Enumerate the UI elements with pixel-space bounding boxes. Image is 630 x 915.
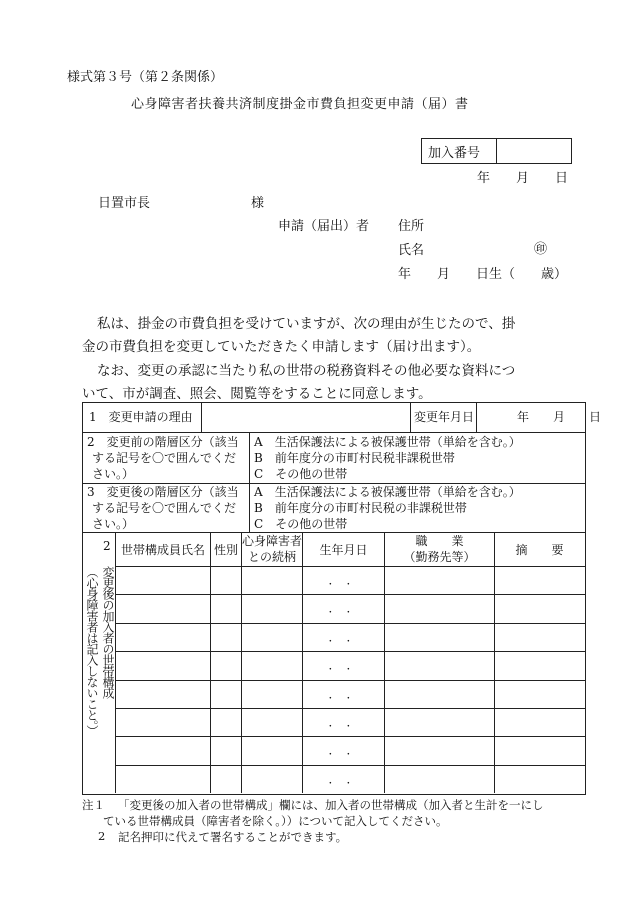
- body-p2-line1: なお、変更の承認に当たり私の世帯の税務資料その他必要な資料につ: [97, 363, 516, 379]
- reason-field[interactable]: [204, 405, 408, 429]
- occupation-cell[interactable]: [385, 572, 494, 588]
- occupation-cell[interactable]: [385, 742, 494, 758]
- birthdate-cell[interactable]: ． ．: [328, 743, 359, 757]
- option-text: その他の世帯: [275, 467, 348, 481]
- table-rule: [249, 432, 250, 483]
- header-member-name: 世帯構成員氏名: [120, 543, 205, 557]
- sex-cell[interactable]: [211, 657, 241, 673]
- birthdate-cell[interactable]: ． ．: [328, 630, 359, 644]
- member-name-cell[interactable]: [116, 629, 210, 645]
- note-1-line1: 「変更後の加入者の世帯構成」欄には、加入者の世帯構成（加入者と生計を一にし: [118, 798, 544, 812]
- change-date-value[interactable]: 年 月 日: [517, 410, 602, 424]
- occupation-cell[interactable]: [385, 714, 494, 730]
- relation-cell[interactable]: [242, 742, 302, 758]
- header-occupation-2: （勤務先等）: [403, 550, 476, 564]
- option-key: B: [254, 451, 263, 465]
- header-relation-1: 心身障害者: [242, 534, 303, 548]
- table-row-rule: [115, 594, 585, 595]
- body-p2-line2: いて、市が調査、照会、閲覧等をすることに同意します。: [82, 386, 432, 402]
- remarks-cell[interactable]: [495, 742, 584, 758]
- header-birthdate: 生年月日: [319, 543, 368, 557]
- option-text: 生活保護法による被保護世帯（単給を含む。）: [274, 485, 521, 499]
- table-rule: [82, 432, 585, 433]
- after-class-label-3: さい。）: [92, 517, 135, 531]
- birthdate-cell[interactable]: ． ．: [328, 573, 359, 587]
- occupation-cell[interactable]: [385, 686, 494, 702]
- header-sex: 性別: [213, 543, 238, 557]
- document-title: 心身障害者扶養共済制度掛金市費負担変更申請（届）書: [131, 97, 469, 112]
- sex-cell[interactable]: [211, 629, 241, 645]
- table-rule: [82, 532, 585, 533]
- before-option-b[interactable]: [254, 450, 455, 466]
- remarks-cell[interactable]: [495, 657, 584, 673]
- table-rule: [410, 402, 411, 432]
- submission-date: 年 月 日: [477, 171, 569, 186]
- table-rule: [249, 483, 250, 532]
- birthdate-cell[interactable]: ． ．: [328, 772, 359, 786]
- birthdate-cell[interactable]: ． ．: [328, 687, 359, 701]
- enrollment-divider: [496, 138, 497, 163]
- occupation-cell[interactable]: [385, 600, 494, 616]
- option-key: B: [254, 501, 263, 515]
- member-name-cell[interactable]: [116, 572, 210, 588]
- sex-cell[interactable]: [211, 572, 241, 588]
- reason-label: 1 変更申請の理由: [89, 410, 193, 424]
- relation-cell[interactable]: [242, 771, 302, 787]
- note-1-line2: ている世帯構成員（障害者を除く。））について記入してください。: [103, 814, 448, 828]
- name-label: 氏名: [398, 243, 425, 258]
- member-name-cell[interactable]: [116, 657, 210, 673]
- sex-cell[interactable]: [211, 771, 241, 787]
- applicant-label: 申請（届出）者: [278, 219, 370, 234]
- address-label: 住所: [398, 219, 425, 234]
- option-key: A: [254, 485, 263, 499]
- member-name-cell[interactable]: [116, 714, 210, 730]
- after-class-label-2: する記号を〇で囲んでくだ: [92, 501, 237, 515]
- relation-cell[interactable]: [242, 600, 302, 616]
- table-row-rule: [115, 765, 585, 766]
- table-row-rule: [115, 708, 585, 709]
- header-occupation-1: 職 業: [415, 534, 464, 548]
- household-section-number: 2: [103, 539, 111, 553]
- remarks-cell[interactable]: [495, 714, 584, 730]
- note-2-label: 2: [98, 829, 106, 843]
- remarks-cell[interactable]: [495, 686, 584, 702]
- occupation-cell[interactable]: [385, 657, 494, 673]
- body-p1-line1: 私は、掛金の市費負担を受けていますが、次の理由が生じたので、掛: [97, 316, 516, 332]
- table-row-rule: [115, 680, 585, 681]
- option-key: A: [254, 435, 263, 449]
- member-name-cell[interactable]: [116, 686, 210, 702]
- option-text: その他の世帯: [275, 517, 348, 531]
- relation-cell[interactable]: [242, 714, 302, 730]
- header-relation-2: との続柄: [247, 550, 296, 564]
- sex-cell[interactable]: [211, 686, 241, 702]
- after-class-label-1: 3 変更後の階層区分（該当: [87, 485, 239, 499]
- occupation-cell[interactable]: [385, 771, 494, 787]
- option-key: C: [254, 517, 264, 531]
- option-text: 前年度分の市町村民税非課税世帯: [274, 451, 455, 465]
- member-name-cell[interactable]: [116, 742, 210, 758]
- relation-cell[interactable]: [242, 657, 302, 673]
- table-rule: [201, 402, 202, 432]
- before-class-label-3: さい。）: [92, 467, 135, 481]
- option-text: 生活保護法による被保護世帯（単給を含む。）: [274, 435, 521, 449]
- member-name-cell[interactable]: [116, 600, 210, 616]
- option-key: C: [254, 467, 264, 481]
- occupation-cell[interactable]: [385, 629, 494, 645]
- relation-cell[interactable]: [242, 629, 302, 645]
- addressee: 日置市長: [98, 196, 151, 211]
- remarks-cell[interactable]: [495, 600, 584, 616]
- relation-cell[interactable]: [242, 686, 302, 702]
- form-number: 様式第３号（第２条関係）: [67, 70, 224, 85]
- header-remarks: 摘 要: [515, 543, 564, 557]
- honorific: 様: [251, 196, 265, 211]
- before-option-c[interactable]: [254, 466, 347, 482]
- before-class-label-1: 2 変更前の階層区分（該当: [87, 435, 239, 449]
- after-option-a[interactable]: [254, 484, 521, 500]
- note-1-label: 注１: [82, 798, 105, 812]
- table-row-rule: [115, 736, 585, 737]
- table-row-rule: [115, 651, 585, 652]
- enrollment-number-field[interactable]: [500, 142, 568, 160]
- seal-mark: ㊞: [534, 242, 548, 257]
- before-class-label-2: する記号を〇で囲んでくだ: [92, 451, 237, 465]
- after-option-b[interactable]: [254, 500, 467, 516]
- sex-cell[interactable]: [211, 742, 241, 758]
- before-option-a[interactable]: [254, 434, 521, 450]
- note-2-text: 記名押印に代えて署名することができます。: [118, 830, 348, 844]
- body-p1-line2: 金の市費負担を変更していただきたく申請します（届け出ます）。: [82, 339, 481, 355]
- remarks-cell[interactable]: [495, 771, 584, 787]
- relation-cell[interactable]: [242, 572, 302, 588]
- enrollment-label: 加入番号: [428, 146, 481, 161]
- member-name-cell[interactable]: [116, 771, 210, 787]
- remarks-cell[interactable]: [495, 629, 584, 645]
- table-row-rule: [115, 623, 585, 624]
- change-date-label: 変更年月日: [414, 410, 475, 424]
- household-side-note: （心身障害者は記入しないこと。）: [85, 566, 99, 736]
- table-rule: [115, 566, 585, 567]
- option-text: 前年度分の市町村民税の非課税世帯: [274, 501, 467, 515]
- household-side-text: 変更後の加入者の世帯構成: [101, 566, 115, 698]
- table-rule: [476, 402, 477, 432]
- birthdate-cell[interactable]: ． ．: [328, 658, 359, 672]
- after-option-c[interactable]: [254, 516, 347, 532]
- birthdate-cell[interactable]: ． ．: [328, 715, 359, 729]
- remarks-cell[interactable]: [495, 572, 584, 588]
- sex-cell[interactable]: [211, 714, 241, 730]
- birth-line: 年 月 日生（ 歳）: [398, 267, 568, 282]
- sex-cell[interactable]: [211, 600, 241, 616]
- birthdate-cell[interactable]: ． ．: [328, 601, 359, 615]
